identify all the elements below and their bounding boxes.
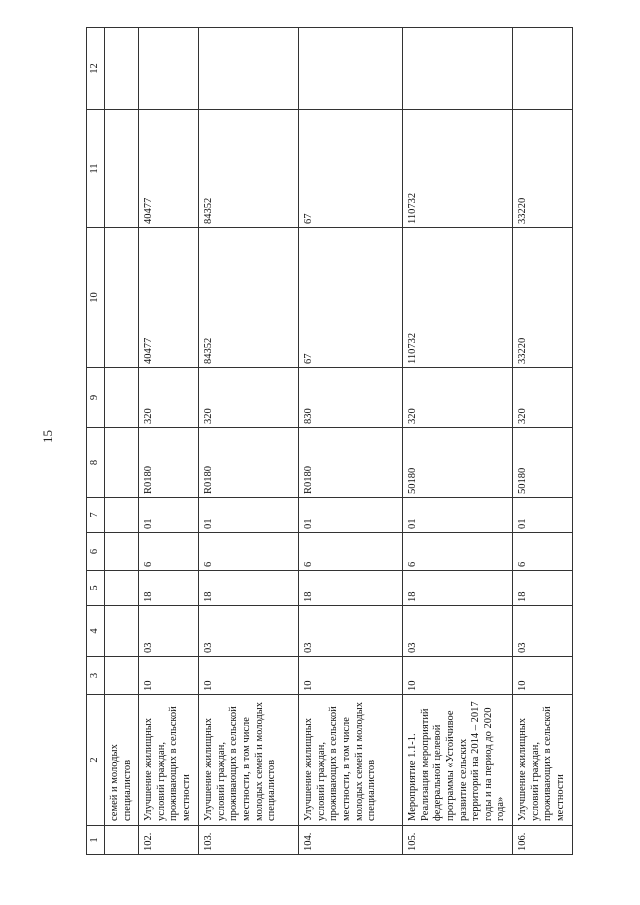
cell: 67 [299, 228, 403, 368]
cell [299, 28, 403, 110]
col-header: 12 [87, 28, 105, 110]
cell [105, 571, 139, 606]
header-row [87, 28, 105, 855]
col-header: 4 [87, 606, 105, 657]
cell: 10 [299, 657, 403, 695]
cell [403, 28, 513, 110]
col-header: 7 [87, 498, 105, 533]
budget-table [86, 27, 573, 855]
cell: 01 [403, 498, 513, 533]
cell: Улучшение жилищных условий граждан, проживающих в сельской местности, в том числе молодых семей и молодых специалистов [199, 695, 299, 826]
table-row [513, 28, 572, 855]
cell: 03 [403, 606, 513, 657]
table-row [199, 28, 299, 855]
cell: 320 [403, 368, 513, 428]
cell: 102. [139, 826, 199, 855]
cell: 01 [513, 498, 572, 533]
col-header: 8 [87, 428, 105, 498]
cell: семей и молодых специалистов [105, 695, 139, 826]
cell: 50180 [403, 428, 513, 498]
cell: 03 [299, 606, 403, 657]
cell [105, 428, 139, 498]
cell: Улучшение жилищных условий граждан, проживающих в сельской местности, в том числе молодых семей и молодых специалистов [299, 695, 403, 826]
cell: 01 [299, 498, 403, 533]
page-number: 15 [40, 430, 55, 443]
cell: 18 [299, 571, 403, 606]
cell: Улучшение жилищных условий граждан, проживающих в сельской местности [513, 695, 572, 826]
cell: 33220 [513, 110, 572, 228]
cell: 320 [199, 368, 299, 428]
col-header: 9 [87, 368, 105, 428]
col-header: 2 [87, 695, 105, 826]
cell: 03 [513, 606, 572, 657]
cell: R0180 [199, 428, 299, 498]
cell: 6 [199, 533, 299, 571]
cell: 103. [199, 826, 299, 855]
cell: 18 [199, 571, 299, 606]
cell: 6 [403, 533, 513, 571]
cell: 10 [513, 657, 572, 695]
rotated-table-wrapper [86, 28, 566, 855]
cell: 6 [513, 533, 572, 571]
cell [105, 533, 139, 571]
cell [513, 28, 572, 110]
table-row [105, 28, 139, 855]
table-row [139, 28, 199, 855]
cell: 03 [139, 606, 199, 657]
table-row [299, 28, 403, 855]
col-header: 1 [87, 826, 105, 855]
cell: 110732 [403, 110, 513, 228]
cell: 6 [139, 533, 199, 571]
cell: 10 [403, 657, 513, 695]
cell: 18 [403, 571, 513, 606]
cell: 01 [139, 498, 199, 533]
cell: 106. [513, 826, 572, 855]
cell [105, 28, 139, 110]
col-header: 3 [87, 657, 105, 695]
col-header: 5 [87, 571, 105, 606]
cell: R0180 [299, 428, 403, 498]
cell: 40477 [139, 110, 199, 228]
cell [105, 606, 139, 657]
cell: 10 [199, 657, 299, 695]
cell: 18 [513, 571, 572, 606]
cell: 830 [299, 368, 403, 428]
cell: 18 [139, 571, 199, 606]
cell: R0180 [139, 428, 199, 498]
cell [105, 498, 139, 533]
cell: 6 [299, 533, 403, 571]
cell: 01 [199, 498, 299, 533]
cell [105, 368, 139, 428]
cell: Мероприятие 1.1-1. Реализация мероприятий федеральной целевой программы «Устойчивое развитие сельских территорий на 2014 – 2017 годы и на период до 2020 года» [403, 695, 513, 826]
cell: 03 [199, 606, 299, 657]
cell: 40477 [139, 228, 199, 368]
cell: 50180 [513, 428, 572, 498]
cell [139, 28, 199, 110]
cell: 320 [139, 368, 199, 428]
cell [105, 110, 139, 228]
cell: 67 [299, 110, 403, 228]
cell [199, 28, 299, 110]
cell: 320 [513, 368, 572, 428]
cell: 10 [139, 657, 199, 695]
cell [105, 228, 139, 368]
cell: 84352 [199, 228, 299, 368]
col-header: 6 [87, 533, 105, 571]
cell: 104. [299, 826, 403, 855]
cell: 33220 [513, 228, 572, 368]
cell: Улучшение жилищных условий граждан, проживающих в сельской местности [139, 695, 199, 826]
col-header: 11 [87, 110, 105, 228]
col-header: 10 [87, 228, 105, 368]
table-row [403, 28, 513, 855]
cell: 84352 [199, 110, 299, 228]
cell: 110732 [403, 228, 513, 368]
cell [105, 826, 139, 855]
cell [105, 657, 139, 695]
cell: 105. [403, 826, 513, 855]
